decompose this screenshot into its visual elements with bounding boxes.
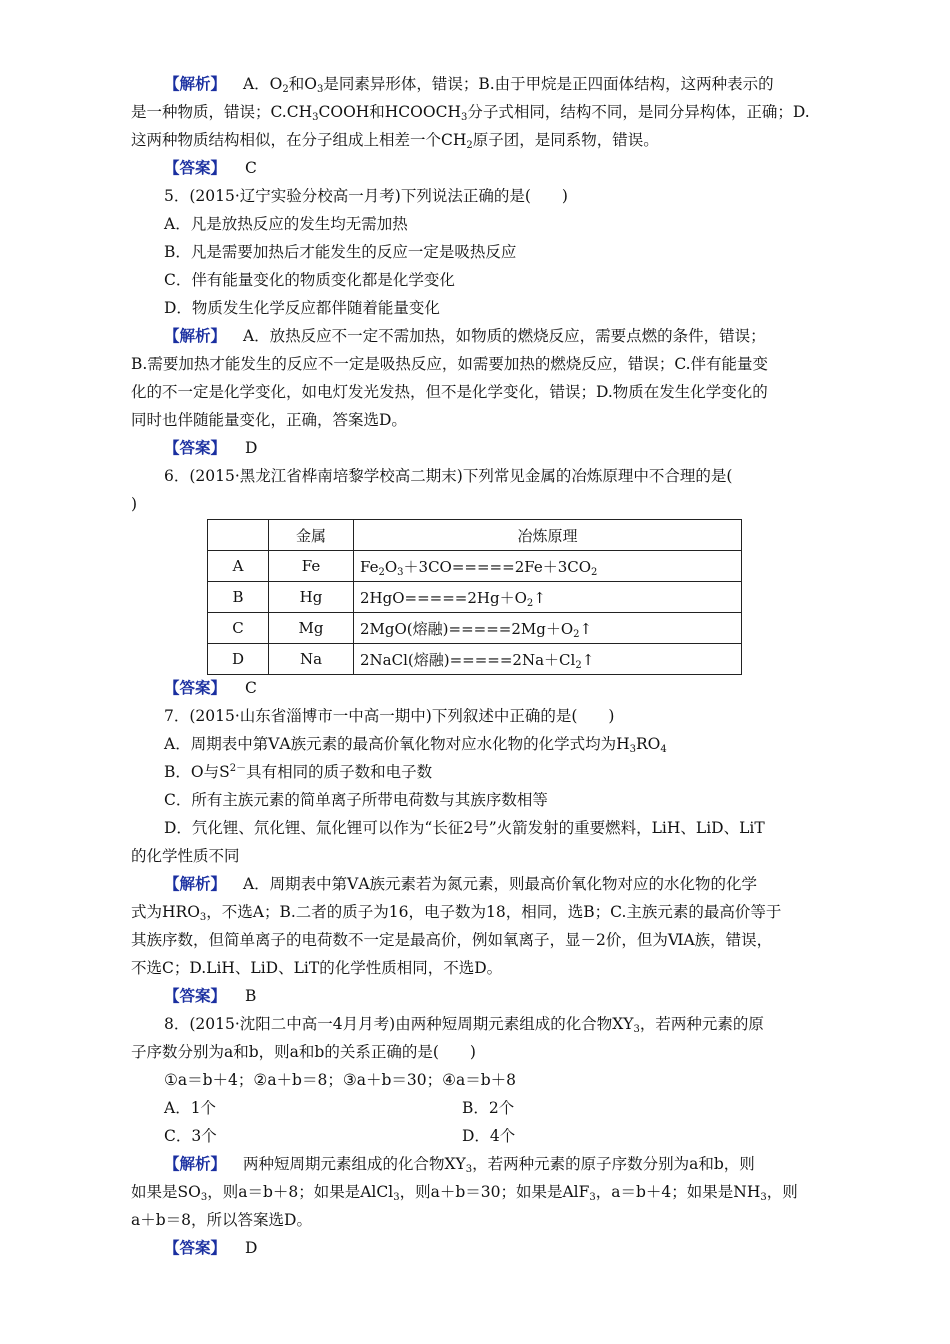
answer-label: 【答案】 xyxy=(164,678,227,697)
q8-option-d: D．4个 xyxy=(462,1127,516,1145)
q8-analysis-line-2: 如果是$SO_3$，则a＝b＋8；如果是AlCl$_3$，则a＋b＝30；如果是AlF$_3$，a＝b＋4；如果是$NH_3$，则 xyxy=(131,1183,798,1203)
q4-analysis-line-2: 是一种物质，错误；$C.CH_3COOH$和$HCOOCH_3$分子式相同，结构不同，是同分异构体，正确；D. xyxy=(131,103,810,123)
table-row xyxy=(208,613,742,644)
q4-answer: 【答案】 C xyxy=(164,158,257,177)
q7-option-d-line-2: 的化学性质不同 xyxy=(131,847,240,865)
analysis-label: 【解析】 xyxy=(164,874,227,893)
q4-analysis-line-1: 【解析】 A．$O_2$和$O_3$是同素异形体，错误；B.由于甲烷是正四面体结构，这两种表示的 xyxy=(164,74,774,95)
row-principle: 2NaCl(熔融)$=====2Na+Cl_2↑$ xyxy=(354,644,742,675)
q7-stem: 7．(2015·山东省淄博市一中高一期中)下列叙述中正确的是( ) xyxy=(164,707,615,725)
q8-stem-line-1: 8．(2015·沈阳二中高一4月月考)由两种短周期元素组成的化合物$XY_3$，若两种元素的原 xyxy=(164,1015,764,1035)
q7-analysis-line-1: 【解析】 A．周期表中第ⅤA族元素若为氮元素，则最高价氧化物对应的水化物的化学 xyxy=(164,874,758,893)
q5-option-c: C．伴有能量变化的物质变化都是化学变化 xyxy=(164,271,455,289)
q7-answer: 【答案】 B xyxy=(164,986,257,1005)
row-letter: A xyxy=(208,551,269,582)
table-header-cell xyxy=(208,520,269,551)
q5-answer: 【答案】 D xyxy=(164,438,258,457)
analysis-label: 【解析】 xyxy=(164,1154,227,1173)
q8-analysis-line-1: 【解析】 两种短周期元素组成的化合物$XY_3$，若两种元素的原子序数分别为a和b，则 xyxy=(164,1154,755,1175)
q7-option-b: B．O与$S^{2-}$具有相同的质子数和电子数 xyxy=(164,763,433,781)
q7-analysis-line-2: 式为$HRO_3$，不选A；B.二者的质子为16，电子数为18，相同，选B；C.主族元素的最高价等于 xyxy=(131,903,782,923)
row-principle: $Fe_2O_3+3CO=====2Fe+3CO_2$ xyxy=(354,551,742,582)
q8-option-c: C．3个 xyxy=(164,1127,217,1145)
row-metal: Na xyxy=(269,644,354,675)
q8-option-a: A．1个 xyxy=(164,1099,217,1117)
q5-analysis-line-2: B.需要加热才能发生的反应不一定是吸热反应，如需要加热的燃烧反应，错误；C.伴有能量变 xyxy=(131,355,769,373)
table-header-cell: 冶炼原理 xyxy=(354,520,742,551)
answer-label: 【答案】 xyxy=(164,438,227,457)
row-metal: Fe xyxy=(269,551,354,582)
q5-analysis-line-4: 同时也伴随能量变化，正确，答案选D。 xyxy=(131,411,407,429)
q5-stem: 5．(2015·辽宁实验分校高一月考)下列说法正确的是( ) xyxy=(164,187,568,205)
q7-option-d-line-1: D．氕化锂、氘化锂、氚化锂可以作为“长征2号”火箭发射的重要燃料，LiH、LiD、LiT xyxy=(164,819,765,837)
answer-label: 【答案】 xyxy=(164,986,227,1005)
row-letter: B xyxy=(208,582,269,613)
q5-option-d: D．物质发生化学反应都伴随着能量变化 xyxy=(164,299,440,317)
row-metal: Hg xyxy=(269,582,354,613)
table-header-row xyxy=(208,520,742,551)
table-row xyxy=(208,551,742,582)
table-row xyxy=(208,582,742,613)
row-metal: Mg xyxy=(269,613,354,644)
analysis-label: 【解析】 xyxy=(164,326,227,345)
q4-analysis-line-3: 这两种物质结构相似，在分子组成上相差一个$CH_2$原子团，是同系物，错误。 xyxy=(131,131,659,151)
answer-label: 【答案】 xyxy=(164,158,227,177)
q7-option-c: C．所有主族元素的简单离子所带电荷数与其族序数相等 xyxy=(164,791,548,809)
row-letter: C xyxy=(208,613,269,644)
q5-option-a: A．凡是放热反应的发生均无需加热 xyxy=(164,215,408,233)
q5-option-b: B．凡是需要加热后才能发生的反应一定是吸热反应 xyxy=(164,243,517,261)
q5-analysis-line-3: 化的不一定是化学变化，如电灯发光发热，但不是化学变化，错误；D.物质在发生化学变化的 xyxy=(131,383,768,401)
q7-option-a: A．周期表中第ⅤA族元素的最高价氧化物对应水化物的化学式均为$H_3RO_4$ xyxy=(164,735,667,755)
q6-answer: 【答案】 C xyxy=(164,678,257,697)
q8-stem-line-2: 子序数分别为a和b，则a和b的关系正确的是( ) xyxy=(131,1043,476,1061)
q5-analysis-line-1: 【解析】 A．放热反应不一定不需加热，如物质的燃烧反应，需要点燃的条件，错误； xyxy=(164,326,766,345)
q8-answer: 【答案】 D xyxy=(164,1238,258,1257)
q6-stem-line-2: ) xyxy=(131,495,138,513)
q7-analysis-line-4: 不选C；D.LiH、LiD、LiT的化学性质相同，不选D。 xyxy=(131,959,503,977)
table-row xyxy=(208,644,742,675)
row-principle: $2HgO=====2Hg+O_2↑$ xyxy=(354,582,742,613)
q8-option-b: B．2个 xyxy=(462,1099,515,1117)
q8-analysis-line-3: a＋b＝8，所以答案选D。 xyxy=(131,1211,312,1229)
row-principle: 2MgO(熔融)$=====2Mg+O_2↑$ xyxy=(354,613,742,644)
smelting-table xyxy=(207,519,742,675)
q7-analysis-line-3: 其族序数，但简单离子的电荷数不一定是最高价，例如氧离子，显－2价，但为ⅥA族，错误， xyxy=(131,931,773,949)
q8-conditions: ①a＝b＋4；②a＋b＝8；③a＋b＝30；④a＝b＋8 xyxy=(164,1071,517,1089)
analysis-label: 【解析】 xyxy=(164,74,227,93)
row-letter: D xyxy=(208,644,269,675)
answer-label: 【答案】 xyxy=(164,1238,227,1257)
table-header-cell: 金属 xyxy=(269,520,354,551)
q6-stem-line-1: 6．(2015·黑龙江省桦南培黎学校高二期末)下列常见金属的冶炼原理中不合理的是( xyxy=(164,467,733,485)
